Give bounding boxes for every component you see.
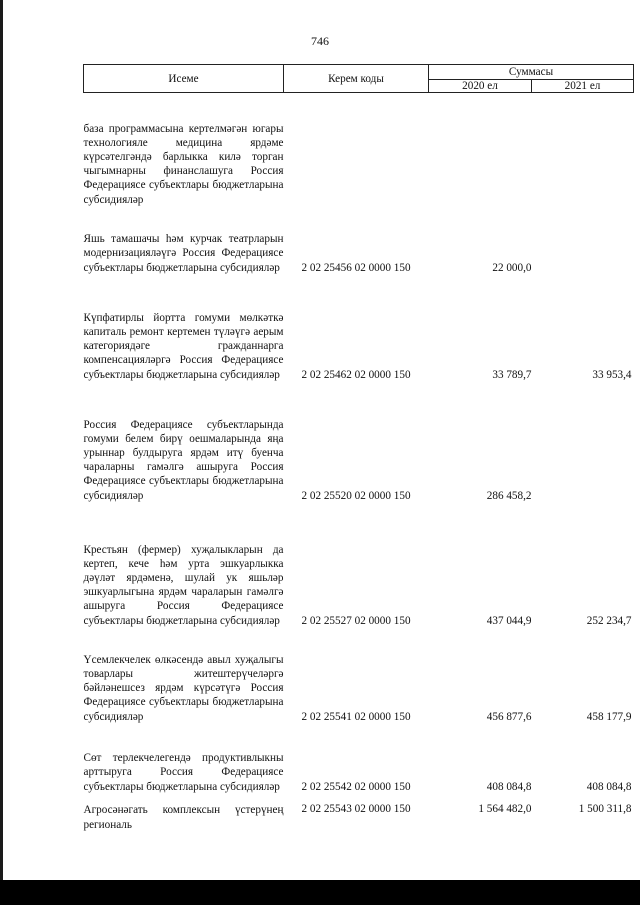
table-row	[84, 207, 634, 275]
table-row	[84, 503, 634, 628]
row-code: 2 02 25527 02 0000 150	[301, 614, 411, 627]
row-name: Крестьян (фермер) хуҗалыкларын да кертеп, кече һәм урта эшкуарлыкка дәүләт ярдәменә, шулай ук яшьләр эшкуарлыгына ярдәм чараларын гамәлгә ашыруга Россия Федерациясе субъектлары бюджетларына субсидияләр	[83, 544, 284, 627]
row-amount-2021	[532, 207, 634, 275]
row-amount-2021: 1 500 311,8	[578, 802, 632, 815]
scan-edge-bottom	[0, 880, 640, 905]
header-amount: Суммасы	[429, 65, 634, 80]
row-amount-2020: 286 458,2	[486, 489, 532, 502]
table-header	[84, 65, 634, 93]
row-amount-2021	[532, 93, 634, 207]
row-amount-2020: 22 000,0	[492, 261, 532, 274]
row-amount-2021: 408 084,8	[586, 780, 632, 793]
row-name: база программасына кертелмәгән югары технологияле медицина ярдәме күрсәтелгәндә барлыкка килә торган чыгымнарны финанслашуга Россия Федерациясе субъектлары бюджетларына субсидияләр	[83, 123, 284, 206]
row-name: Үсемлекчелек өлкәсендә авыл хуҗалыгы товарлары житештерүчеләргә бәйләнешсез ярдәм күрсәтүгә Россия Федерациясе субъектлары бюджетларына субсидияләр	[83, 654, 284, 723]
row-code: 2 02 25541 02 0000 150	[301, 710, 411, 723]
row-amount-2020: 456 877,6	[486, 710, 532, 723]
row-code: 2 02 25542 02 0000 150	[301, 780, 411, 793]
table-row	[84, 724, 634, 794]
row-code: 2 02 25520 02 0000 150	[301, 489, 411, 502]
table-row	[84, 628, 634, 724]
row-amount-2020	[429, 93, 532, 207]
row-name: Россия Федерациясе субъектларында гомуми белем бирү оешмаларында яңа урыннар булдыруга ярдәм итү буенча чараларны гамәлгә ашыруга Россия Федерациясе субъектлары бюджетларына субсидияләр	[83, 419, 284, 502]
table-row	[84, 382, 634, 503]
row-name: Күпфатирлы йортта гомуми мөлкәткә капиталь ремонт кертемен түләүгә аерым категориядәге гражданнарга компенсацияләргә Россия Федерациясе субъектлары бюджетларына субсидияләр	[83, 312, 284, 381]
header-year-2020: 2020 ел	[429, 80, 532, 93]
table-row	[84, 275, 634, 382]
row-amount-2021: 252 234,7	[586, 614, 632, 627]
header-year-2021: 2021 ел	[532, 80, 634, 93]
header-code: Керем коды	[284, 65, 429, 93]
header-name: Исеме	[84, 65, 284, 93]
row-amount-2021: 458 177,9	[586, 710, 632, 723]
page-number: 746	[311, 34, 329, 48]
row-code: 2 02 25462 02 0000 150	[301, 368, 411, 381]
budget-table	[83, 64, 634, 832]
row-code: 2 02 25456 02 0000 150	[301, 261, 411, 274]
row-name: Сөт терлекчелегендә продуктивлыкны арттыруга Россия Федерациясе субъектлары бюджетларына субсидияләр	[83, 752, 284, 793]
row-amount-2021: 33 953,4	[592, 368, 632, 381]
scan-edge-left	[0, 0, 3, 905]
row-amount-2021	[532, 382, 634, 503]
row-code	[284, 93, 429, 207]
row-name: Яшь тамашачы һәм курчак театрларын модернизацияләүгә Россия Федерациясе субъектлары бюджетларына субсидияләр	[83, 233, 284, 274]
row-code: 2 02 25543 02 0000 150	[301, 802, 411, 815]
table-row	[84, 93, 634, 207]
row-amount-2020: 1 564 482,0	[478, 802, 532, 815]
row-name: Агросәнәгать комплексын үстерүнең региональ	[83, 804, 284, 831]
row-amount-2020: 408 084,8	[486, 780, 532, 793]
row-amount-2020: 437 044,9	[486, 614, 532, 627]
table-row	[84, 794, 634, 832]
row-amount-2020: 33 789,7	[492, 368, 532, 381]
